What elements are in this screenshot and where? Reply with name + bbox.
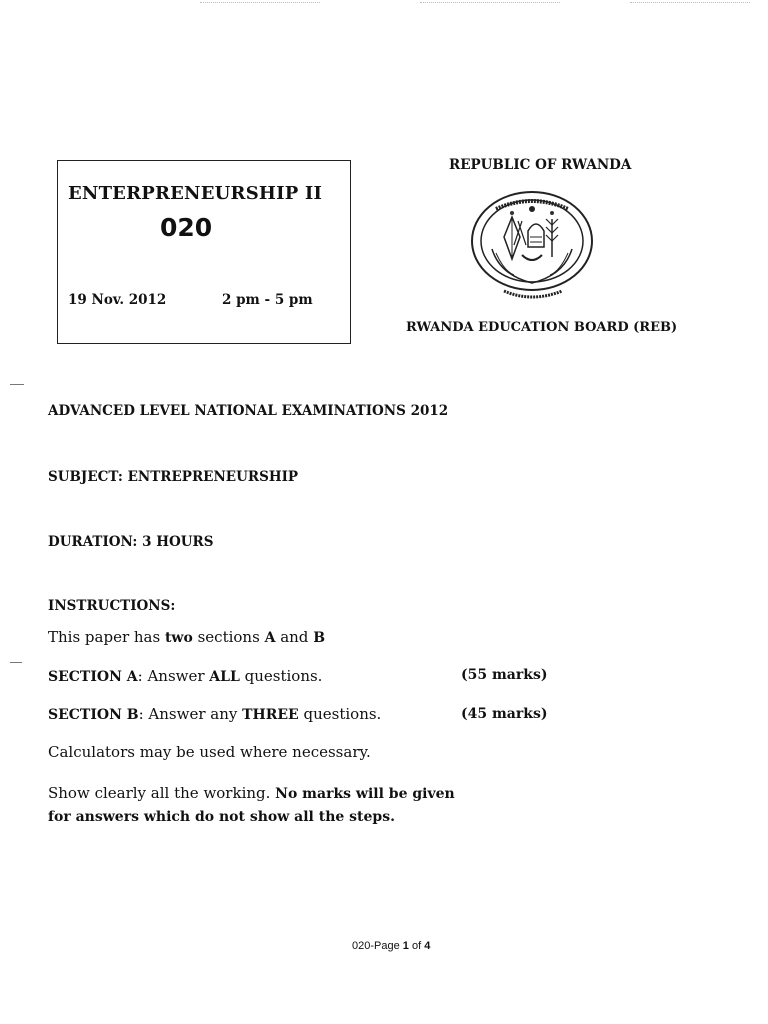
scan-artifact-top [200, 2, 320, 3]
section-b-marks: (45 marks) [461, 706, 548, 722]
paper-title: ENTERPRENEURSHIP II [68, 183, 323, 204]
republic-heading: REPUBLIC OF RWANDA [449, 157, 632, 173]
title-box [57, 160, 351, 344]
sections-instruction: This paper has two sections A and B [48, 628, 326, 646]
calculator-instruction: Calculators may be used where necessary. [48, 743, 371, 761]
duration-line: DURATION: 3 HOURS [48, 534, 214, 550]
section-a-instruction: SECTION A: Answer ALL questions. [48, 667, 323, 685]
margin-mark [10, 384, 24, 385]
working-instruction-continued: for answers which do not show all the steps. [48, 809, 395, 825]
paper-code: 020 [160, 213, 213, 242]
section-b-instruction: SECTION B: Answer any THREE questions. [48, 705, 382, 723]
subject-line: SUBJECT: ENTREPRENEURSHIP [48, 469, 299, 485]
scan-artifact-top [420, 2, 560, 3]
rwanda-coat-of-arms-icon [466, 187, 598, 303]
scan-artifact-top [630, 2, 750, 3]
exam-time: 2 pm - 5 pm [222, 292, 313, 308]
exam-heading: ADVANCED LEVEL NATIONAL EXAMINATIONS 2012 [48, 403, 449, 419]
education-board: RWANDA EDUCATION BOARD (REB) [406, 320, 678, 335]
margin-mark [10, 662, 22, 663]
instructions-heading: INSTRUCTIONS: [48, 598, 176, 614]
working-instruction: Show clearly all the working. No marks will be given [48, 784, 455, 802]
exam-date: 19 Nov. 2012 [68, 292, 167, 308]
section-a-marks: (55 marks) [461, 667, 548, 683]
page-footer: 020-Page 1 of 4 [352, 940, 431, 952]
